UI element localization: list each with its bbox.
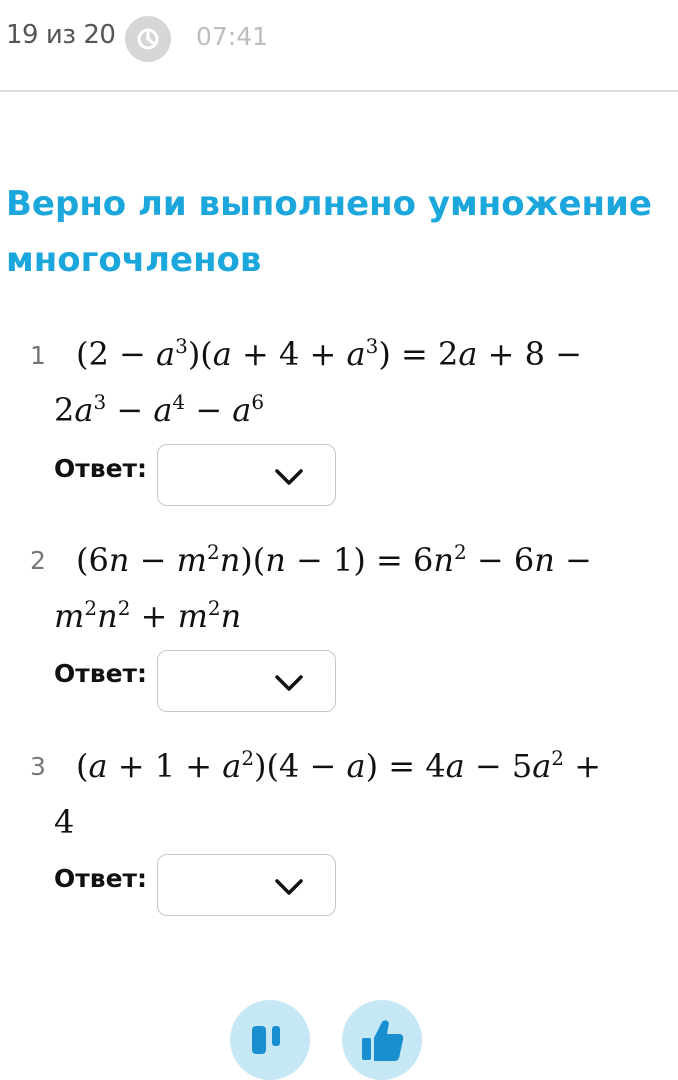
question-1-formula [54, 326, 650, 438]
answer-label: Ответ: [54, 454, 148, 483]
exclamation-icon [230, 1000, 310, 1080]
top-bar [0, 0, 678, 92]
chevron-down-icon [274, 877, 304, 897]
chevron-down-icon [274, 467, 304, 487]
question-number: 2 [30, 546, 46, 575]
thumbs-up-icon [342, 1000, 422, 1080]
question-number: 3 [30, 752, 46, 781]
answer-select-2[interactable] [157, 650, 336, 712]
clock-icon [125, 16, 171, 62]
question-3-formula [54, 738, 650, 850]
answer-select-1[interactable] [157, 444, 336, 506]
like-button[interactable] [342, 1000, 422, 1080]
report-button[interactable] [230, 1000, 310, 1080]
formula-line: 4 [54, 803, 75, 841]
formula-line: $(a + 1 + a^2)(4 - a) = 4a - 5a^2$ + [76, 746, 601, 785]
formula-line: $(2 - a^3)(a + 4 + a^3) = 2a + 8$ − [76, 334, 582, 373]
chevron-down-icon [274, 673, 304, 693]
answer-select-3[interactable] [157, 854, 336, 916]
question-number: 1 [30, 341, 46, 370]
page-title: Верно ли выполнено умножение многочленов [6, 184, 652, 280]
timer-text: 07:41 [196, 22, 269, 51]
formula-line: $(6n - m^2n)(n - 1) = 6n^2 - 6n$ − [76, 540, 592, 579]
formula-line: $2a^3 - a^4 - a^6$ [54, 390, 265, 429]
question-progress: 19 из 20 [6, 20, 116, 50]
formula-line: $m^2n^2 + m^2n$ [54, 596, 242, 635]
question-2-formula [54, 532, 650, 644]
answer-label: Ответ: [54, 659, 148, 688]
answer-label: Ответ: [54, 864, 148, 893]
